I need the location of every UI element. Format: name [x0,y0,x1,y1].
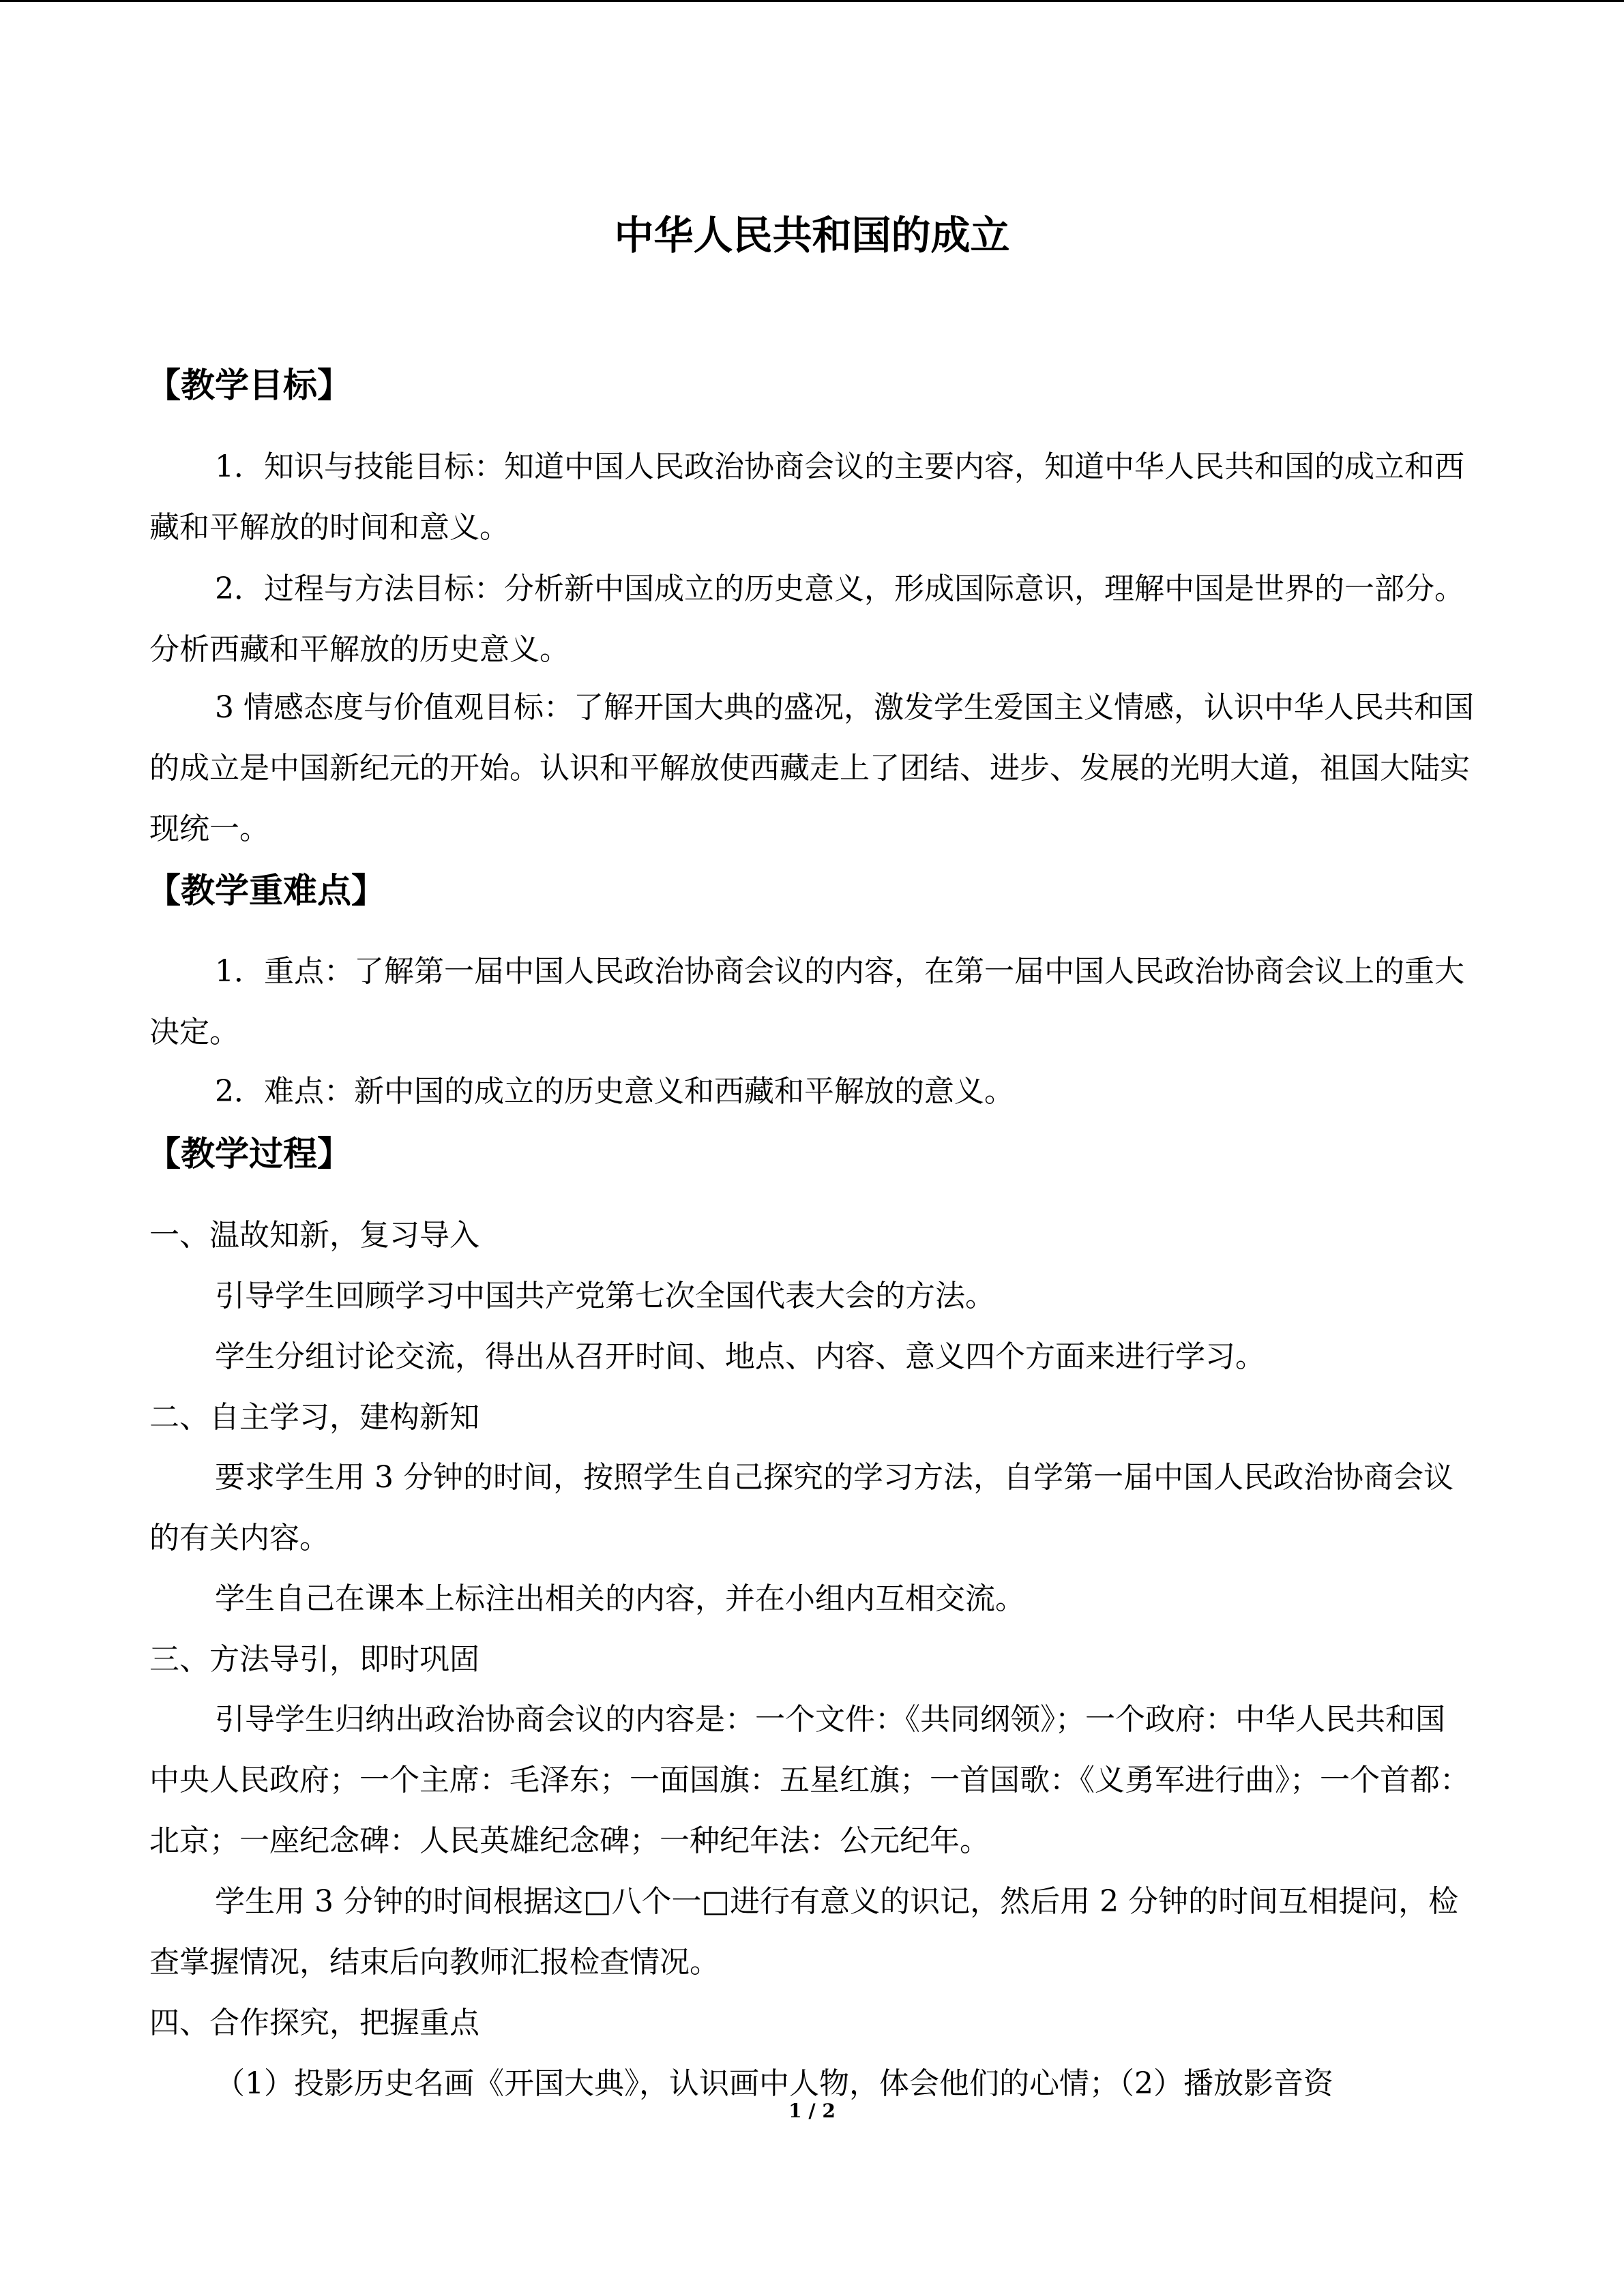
top-border-line [0,0,1624,2]
step-3-paragraph-2: 学生用 3 分钟的时间根据这□八个一□进行有意义的识记，然后用 2 分钟的时间互相提问，检查掌握情况，结束后向教师汇报检查情况。 [149,1884,1459,1980]
objective-item-3: 3 情感态度与价值观目标：了解开国大典的盛况，激发学生爱国主义情感，认识中华人民共和国的成立是中国新纪元的开始。认识和平解放使西藏走上了团结、进步、发展的光明大道，祖国大陆实现统一。 [149,690,1474,846]
objective-item-2: 2．过程与方法目标：分析新中国成立的历史意义，形成国际意识，理解中国是世界的一部分。分析西藏和平解放的历史意义。 [149,571,1464,667]
step-2-title: 二、自主学习，建构新知 [149,1400,479,1435]
step-1-paragraph-2: 学生分组讨论交流，得出从召开时间、地点、内容、意义四个方面来进行学习。 [215,1339,1265,1374]
key-point-item-1: 1．重点：了解第一届中国人民政治协商会议的内容，在第一届中国人民政治协商会议上的重大决定。 [149,954,1464,1049]
step-4-title: 四、合作探究，把握重点 [149,2006,479,2040]
step-1-title: 一、温故知新，复习导入 [149,1218,479,1253]
step-3-paragraph-1: 引导学生归纳出政治协商会议的内容是：一个文件：《共同纲领》；一个政府：中华人民共和国中央人民政府；一个主席：毛泽东；一面国旗：五星红旗；一首国歌：《义勇军进行曲》；一个首都：北京；一座纪念碑：人民英雄纪念碑；一种纪年法：公元纪年。 [149,1702,1470,1858]
page-number: 1 / 2 [788,2100,836,2122]
step-1-paragraph-1: 引导学生回顾学习中国共产党第七次全国代表大会的方法。 [215,1279,995,1313]
step-2-paragraph-2: 学生自己在课本上标注出相关的内容，并在小组内互相交流。 [215,1581,1025,1616]
heading-teaching-objectives: 【教学目标】 [147,365,351,405]
step-2-paragraph-1: 要求学生用 3 分钟的时间，按照学生自己探究的学习方法，自学第一届中国人民政治协商会议的有关内容。 [149,1460,1453,1555]
key-point-item-2: 2．难点：新中国的成立的历史意义和西藏和平解放的意义。 [215,1074,1014,1109]
step-3-title: 三、方法导引，即时巩固 [149,1642,479,1677]
heading-key-difficult-points: 【教学重难点】 [147,870,385,910]
heading-teaching-process: 【教学过程】 [147,1133,351,1174]
document-title: 中华人民共和国的成立 [614,212,1010,258]
step-4-paragraph-1: （1）投影历史名画《开国大典》，认识画中人物，体会他们的心情；（2）播放影音资 [215,2066,1333,2101]
objective-item-1: 1．知识与技能目标：知道中国人民政治协商会议的主要内容，知道中华人民共和国的成立和西藏和平解放的时间和意义。 [149,449,1464,545]
